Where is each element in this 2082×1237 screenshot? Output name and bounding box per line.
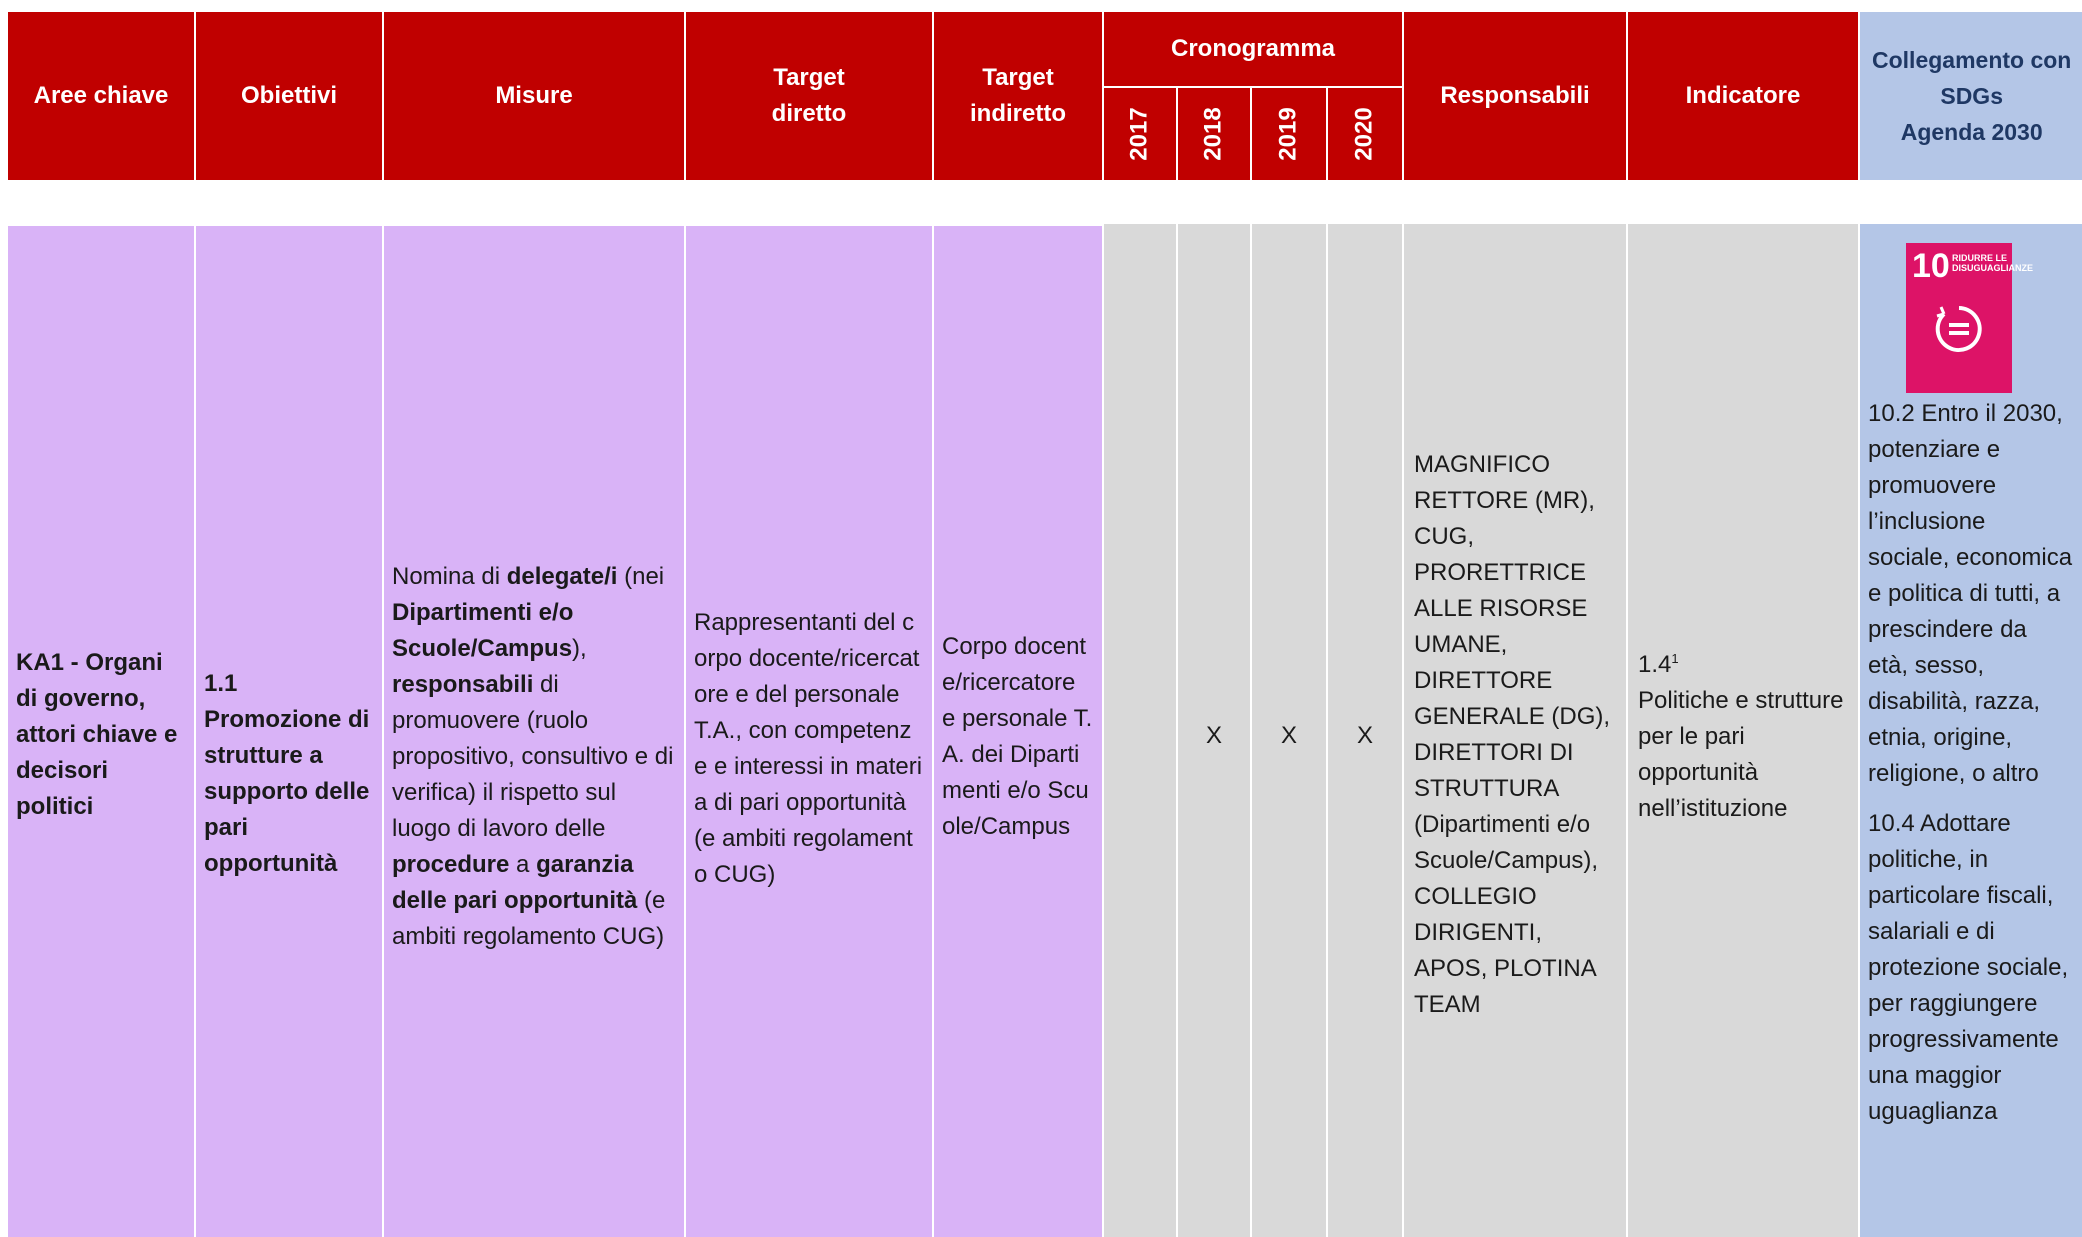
sdg-target-10-4: 10.4 Adottare politiche, in particolare fiscali, salariali e di protezione sociale, per raggiungere progressivamente una maggior uguaglianza — [1868, 810, 2069, 1125]
cell-area — [8, 226, 194, 1237]
sdg-icon-label: RIDURRE LE DISUGUAGLIANZE — [1952, 253, 2033, 273]
header-target-indiretto — [934, 12, 1102, 180]
header-indicatore — [1628, 12, 1858, 180]
cell-target-diretto — [686, 226, 932, 1237]
header-cronogramma-label: Cronogramma — [1170, 35, 1336, 62]
misure-bold-run: responsabili — [392, 670, 534, 698]
misure-run: (e ambiti regolamento CUG) — [392, 886, 666, 950]
obiettivo-text: Promozione di strutture a supporto delle pari opportunità — [204, 705, 370, 877]
misure-run: di promuovere (ruolo propositivo, consultivo e di verifica) il rispetto sul luogo di lavoro delle — [392, 670, 674, 842]
cell-responsabili — [1404, 224, 1626, 1237]
year-label: 2020 — [1350, 107, 1378, 161]
indicatore-block — [1638, 647, 1850, 827]
indicatore-footnote-ref: 1 — [1671, 650, 1679, 666]
target-diretto-text: Rappresentanti del corpo docente/ricercatore e del personale T.A., con competenze e interessi in materia di pari opportunità (e ambiti regolamento CUG) — [694, 608, 923, 888]
obiettivo-block — [204, 666, 374, 882]
header-misure — [384, 12, 684, 180]
header-obiettivi-label: Obiettivi — [240, 82, 337, 109]
misure-run: ), — [572, 634, 587, 662]
cell-obiettivo — [196, 226, 382, 1237]
header-target-indiretto-label: Target indiretto — [970, 64, 1066, 127]
misure-text — [392, 559, 676, 955]
header-obiettivi — [196, 12, 382, 180]
header-year-2017 — [1104, 88, 1176, 180]
crono-cell-2020 — [1328, 224, 1402, 1237]
misure-bold-run: delegate/i — [506, 562, 618, 590]
header-sdg-line1: Collegamento con — [1872, 47, 2072, 73]
header-aree-chiave — [8, 12, 194, 180]
crono-cell-2018 — [1178, 224, 1250, 1237]
sdg-targets — [1860, 396, 2082, 1130]
header-indicatore-label: Indicatore — [1685, 82, 1801, 109]
crono-mark: X — [1280, 721, 1297, 749]
obiettivo-number: 1.1 — [204, 669, 238, 697]
header-target-diretto-label: Target diretto — [771, 64, 847, 127]
crono-mark: X — [1356, 721, 1373, 749]
header-year-2018 — [1178, 88, 1250, 180]
sdg-icon-number: 10 — [1912, 247, 1950, 285]
cell-target-indiretto — [934, 226, 1102, 1237]
cell-misure — [384, 226, 684, 1237]
sdg-10-icon — [1906, 243, 2033, 393]
header-year-2019 — [1252, 88, 1326, 180]
area-text: KA1 - Organi di governo, attori chiave e decisori politici — [16, 648, 178, 820]
header-sdg-link — [1860, 12, 2082, 180]
year-label: 2018 — [1199, 107, 1227, 161]
cell-indicatore — [1628, 224, 1858, 1237]
crono-cell-2017 — [1104, 224, 1176, 1237]
indicatore-number: 1.4 — [1638, 650, 1672, 678]
indicatore-text: Politiche e strutture per le pari opportunità nell’istituzione — [1638, 686, 1844, 822]
header-aree-label: Aree chiave — [33, 82, 169, 109]
header-responsabili — [1404, 12, 1626, 180]
year-label: 2017 — [1125, 107, 1153, 161]
header-cronogramma — [1104, 12, 1402, 86]
misure-bold-run: garanzia delle pari opportunità — [392, 850, 638, 914]
header-target-diretto — [686, 12, 932, 180]
crono-mark: X — [1205, 721, 1222, 749]
header-year-2020 — [1328, 88, 1402, 180]
header-sdg-line3: Agenda 2030 — [1900, 119, 2043, 145]
header-misure-label: Misure — [495, 82, 573, 109]
year-label: 2019 — [1274, 107, 1302, 161]
equality-icon — [1935, 305, 1983, 353]
misure-run: Nomina di — [392, 562, 507, 590]
header-responsabili-label: Responsabili — [1440, 82, 1590, 109]
misure-bold-run: procedure — [392, 850, 510, 878]
crono-cell-2019 — [1252, 224, 1326, 1237]
header-sdg-line2: SDGs — [1940, 83, 2003, 109]
misure-bold-run: Dipartimenti e/o Scuole/Campus — [392, 598, 574, 662]
target-indiretto-text: Corpo docente/ricercatore e personale T.A. dei Dipartimenti e/o Scuole/Campus — [942, 632, 1093, 840]
misure-run: (nei — [617, 562, 665, 590]
responsabili-text: MAGNIFICO RETTORE (MR), CUG, PRORETTRICE ALLE RISORSE UMANE, DIRETTORE GENERALE (DG), DIRETTORI DI STRUTTURA (Dipartimenti e/o Scuole/Campus), COLLEGIO DIRIGENTI, APOS, PLOTINA TEAM — [1414, 450, 1611, 1018]
header-sdg-text — [1872, 42, 2071, 150]
misure-run: a — [509, 850, 537, 878]
sdg-target-10-2: 10.2 Entro il 2030, potenziare e promuovere l’inclusione sociale, economica e politica di tutti, a prescindere da età, sesso, disabilità, razza, etnia, origine, religione, o altro — [1868, 400, 2073, 787]
